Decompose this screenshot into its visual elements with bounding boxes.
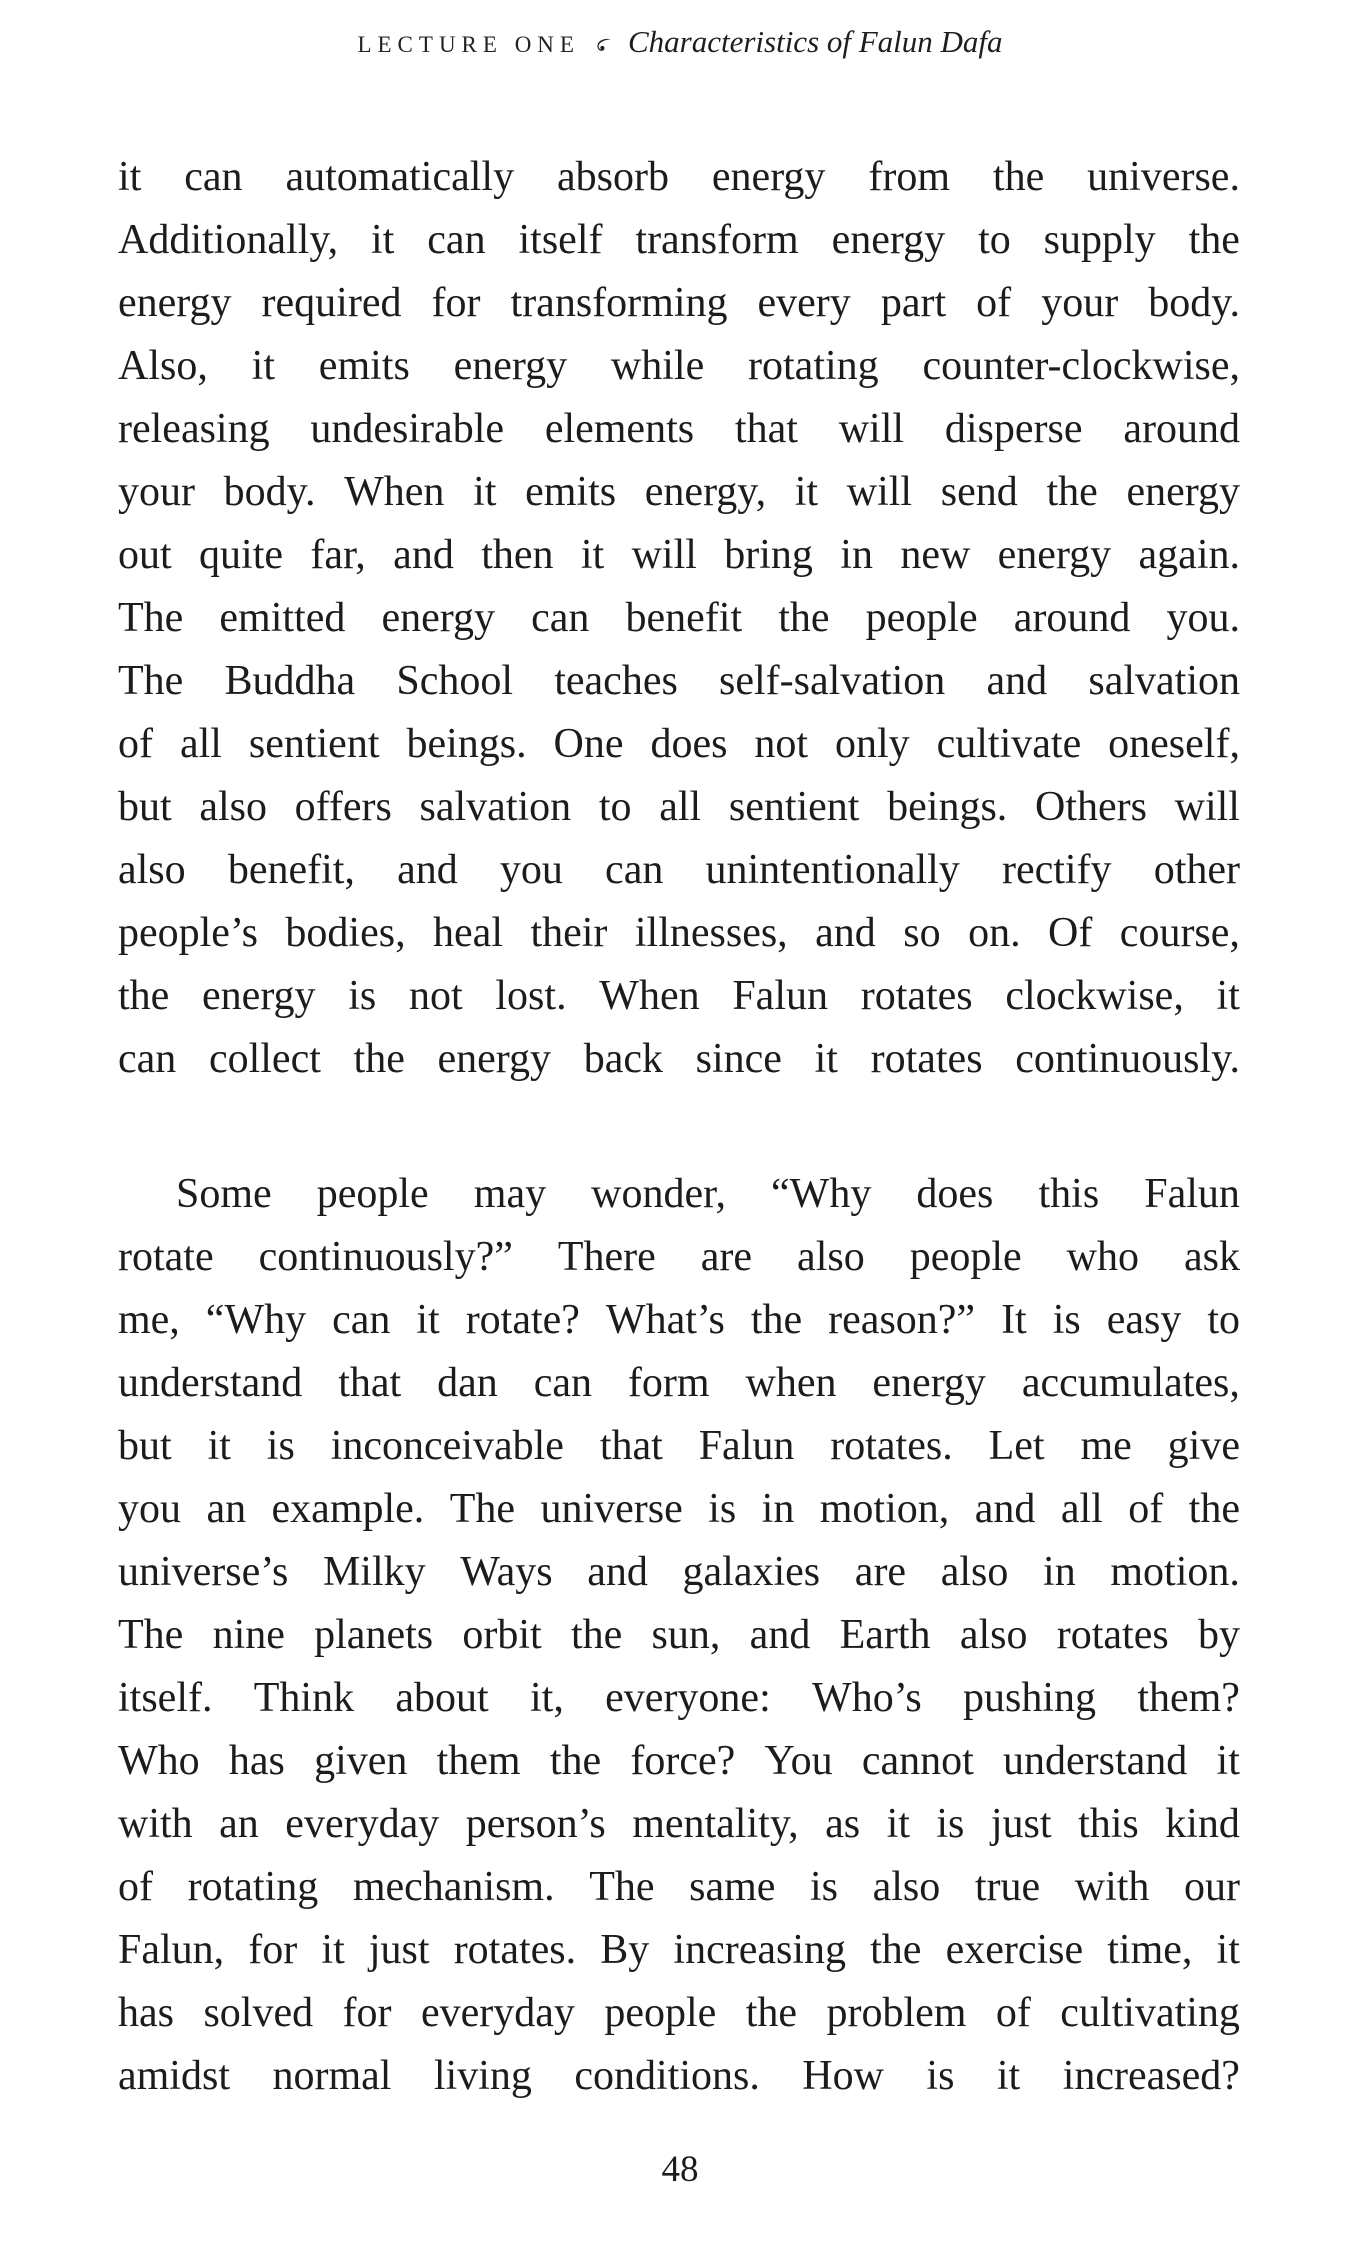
lecture-label: LECTURE ONE [357,32,580,57]
text-line: energy required for transforming every part of your body. [118,279,1240,326]
text-line: rotate continuously?” There are also people who ask [118,1233,1240,1280]
text-line: understand that dan can form when energy accumulates, [118,1359,1240,1406]
text-line: The nine planets orbit the sun, and Earth also rotates by [118,1611,1240,1658]
text-line: your body. When it emits energy, it will send the energy [118,468,1240,515]
text-line: Some people may wonder, “Why does this Falun [176,1170,1240,1217]
paragraph-1 [118,145,1240,1090]
text-line: but it is inconceivable that Falun rotates. Let me give [118,1422,1240,1469]
text-line: itself. Think about it, everyone: Who’s pushing them? [118,1674,1240,1721]
fleuron-icon [595,36,613,54]
text-line: Also, it emits energy while rotating counter-clockwise, [118,342,1240,389]
text-line: but also offers salvation to all sentient beings. Others will [118,783,1240,830]
text-line: it can automatically absorb energy from the universe. [118,153,1240,200]
text-line: of rotating mechanism. The same is also true with our [118,1863,1240,1910]
text-line: people’s bodies, heal their illnesses, and so on. Of course, [118,909,1240,956]
text-line: The Buddha School teaches self-salvation and salvation [118,657,1240,704]
text-line: Additionally, it can itself transform energy to supply the [118,216,1240,263]
text-line: has solved for everyday people the problem of cultivating [118,1989,1240,2036]
text-line: also benefit, and you can unintentionally rectify other [118,846,1240,893]
text-line: The emitted energy can benefit the people around you. [118,594,1240,641]
text-line: with an everyday person’s mentality, as it is just this kind [118,1800,1240,1847]
text-line: the energy is not lost. When Falun rotates clockwise, it [118,972,1240,1019]
text-line: of all sentient beings. One does not only cultivate oneself, [118,720,1240,767]
body-text [118,145,1240,2107]
text-line: universe’s Milky Ways and galaxies are also in motion. [118,1548,1240,1595]
page-number: 48 [661,2149,699,2190]
text-line: Falun, for it just rotates. By increasing the exercise time, it [118,1926,1240,1973]
text-line: Who has given them the force? You cannot understand it [118,1737,1240,1784]
paragraph-2 [118,1162,1240,2107]
text-line: amidst normal living conditions. How is it increased? [118,2052,1240,2099]
running-header [0,24,1360,60]
text-line: you an example. The universe is in motion, and all of the [118,1485,1240,1532]
text-line: out quite far, and then it will bring in new energy again. [118,531,1240,578]
text-line: can collect the energy back since it rotates continuously. [118,1035,1240,1082]
text-line: me, “Why can it rotate? What’s the reason?” It is easy to [118,1296,1240,1343]
text-line: releasing undesirable elements that will disperse around [118,405,1240,452]
chapter-title: Characteristics of Falun Dafa [627,24,1003,59]
